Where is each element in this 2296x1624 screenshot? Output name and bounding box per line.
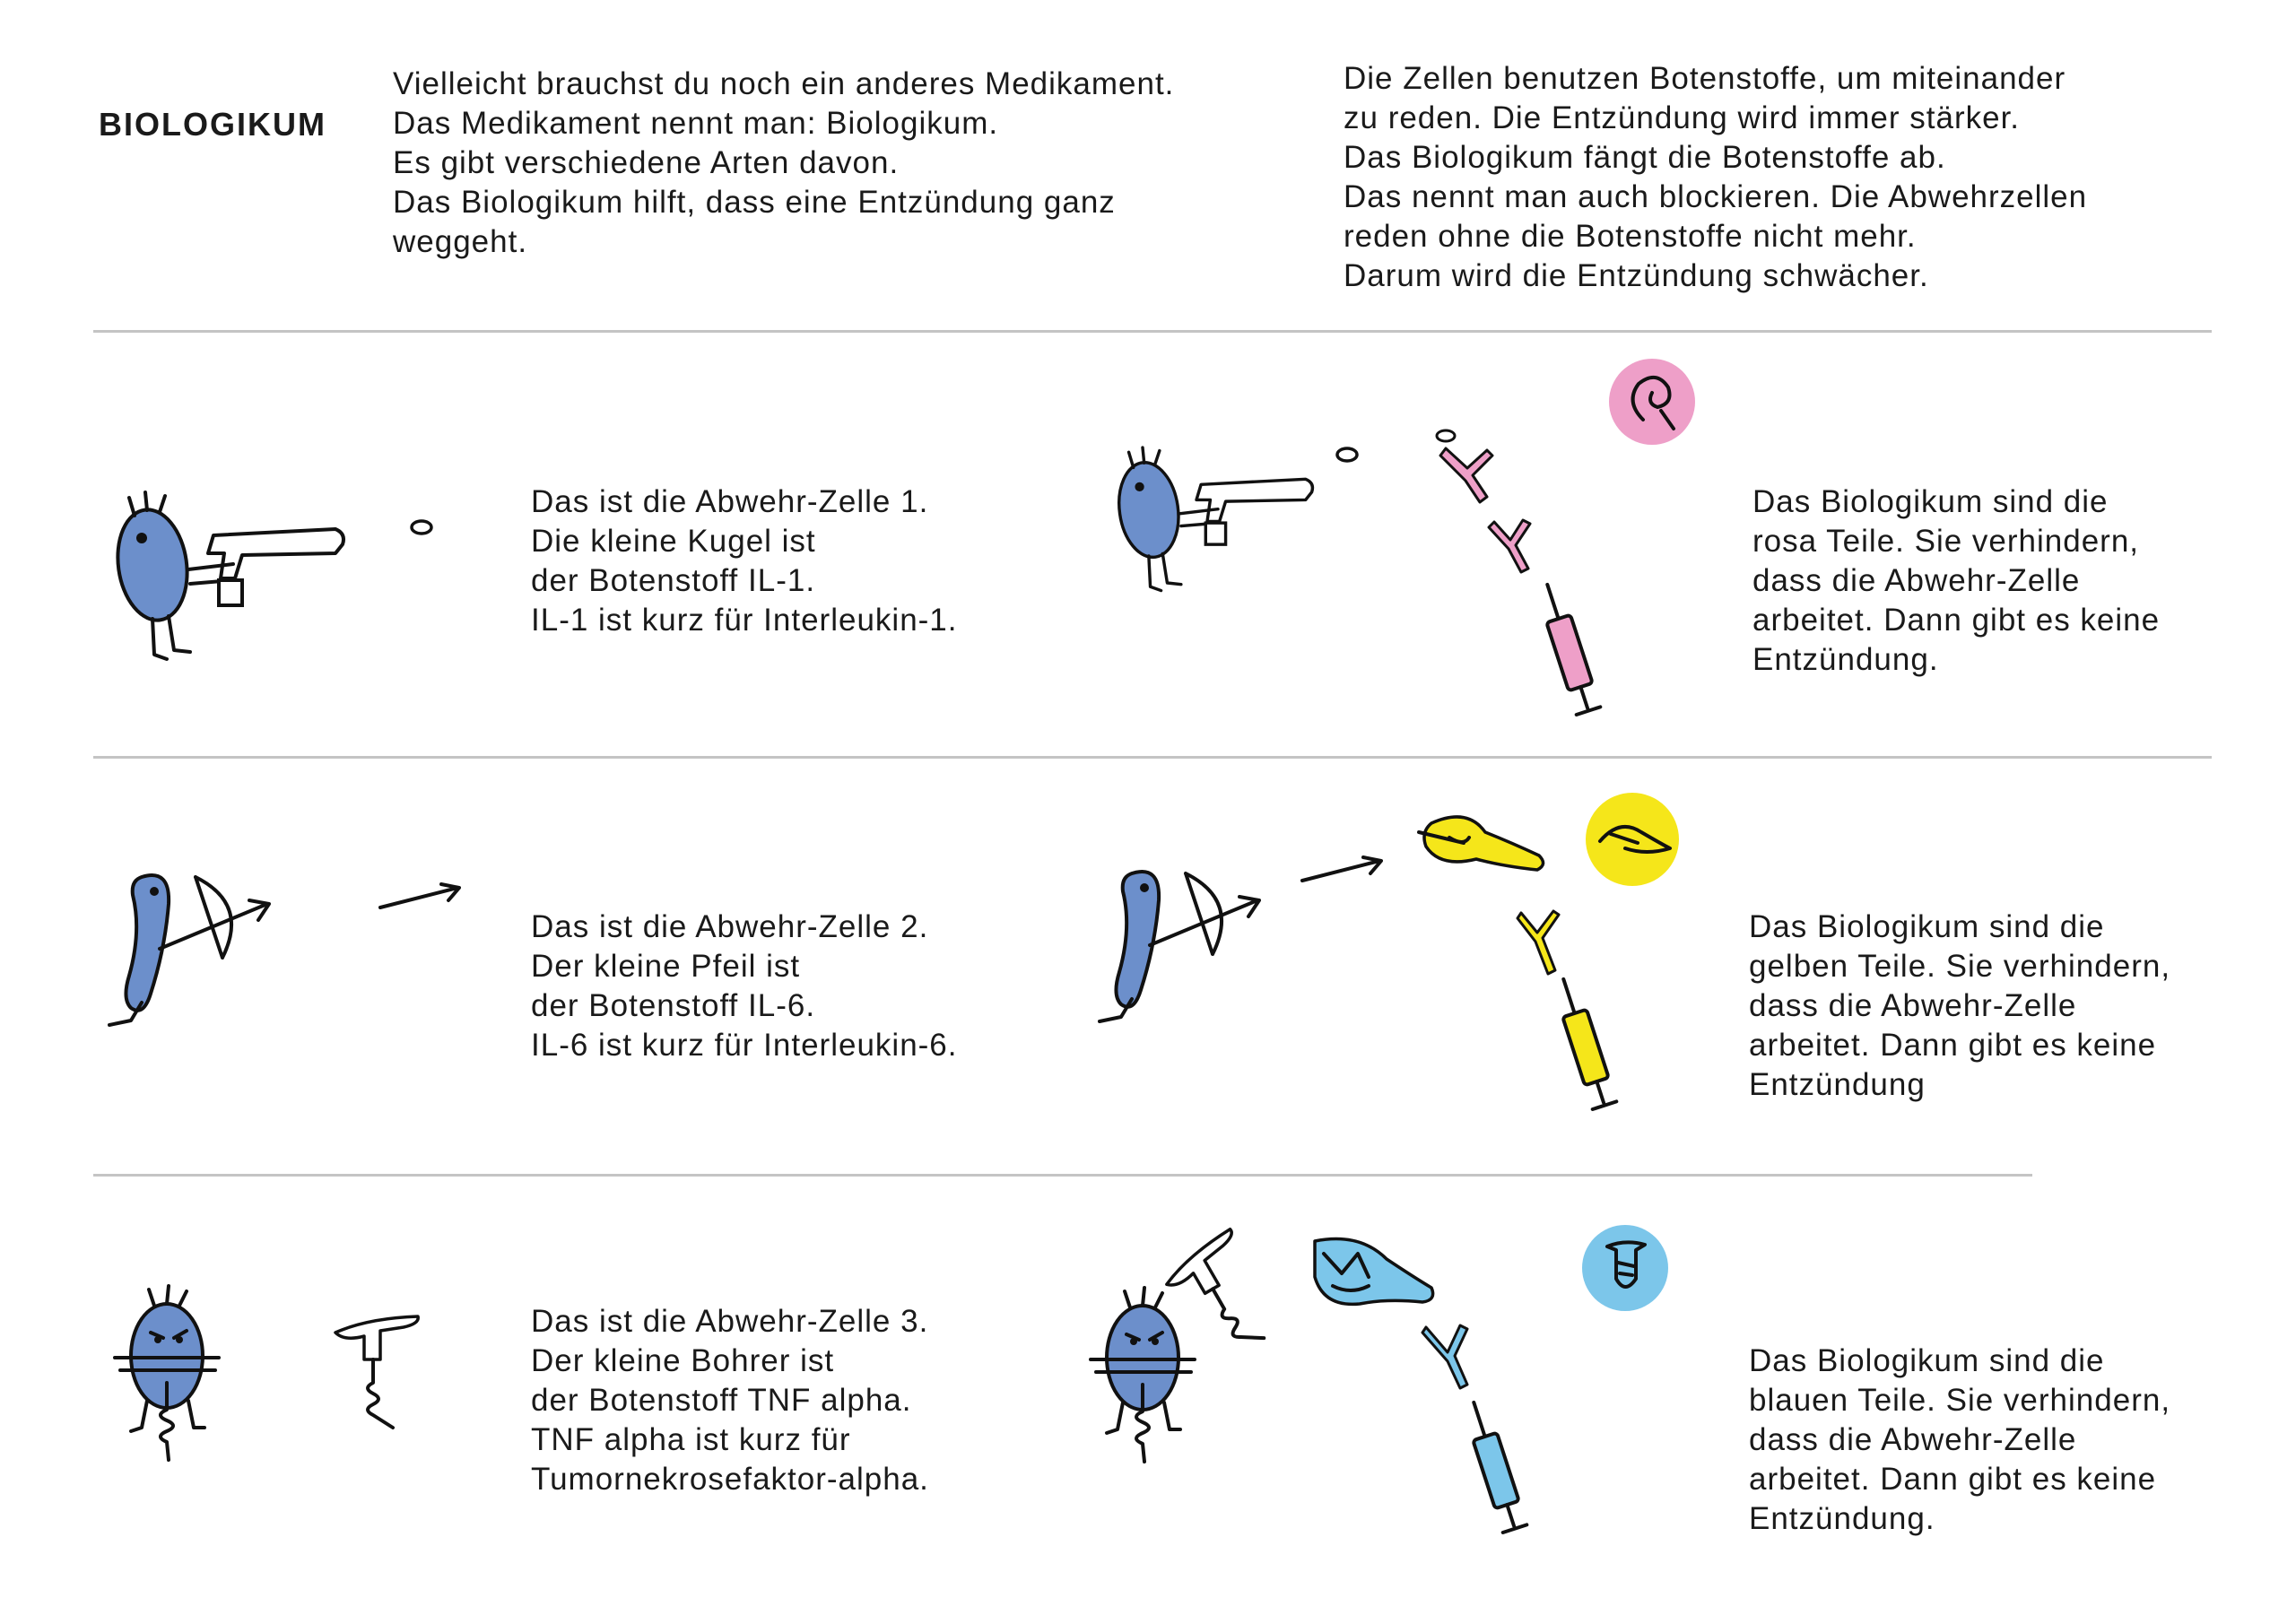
text-line: dass die Abwehr-Zelle	[1749, 988, 2077, 1023]
yellow-syringe-icon	[1541, 976, 1631, 1119]
pink-antibody-icon	[1433, 429, 1514, 509]
pink-blocked-messenger-icon	[1607, 357, 1697, 447]
section-2-biologikum-text	[1749, 908, 2170, 1105]
text-line: reden ohne die Botenstoffe nicht mehr.	[1344, 219, 1917, 254]
cell-with-bow-icon	[106, 868, 285, 1029]
cell-with-corkscrew-icon	[111, 1284, 228, 1463]
text-line: Das Biologikum sind die	[1749, 1343, 2105, 1378]
text-line: gelben Teile. Sie verhindern,	[1749, 949, 2171, 984]
cell-with-pistol-icon	[108, 498, 359, 677]
pink-antibody-icon	[1489, 517, 1543, 576]
page-title: BIOLOGIKUM	[99, 106, 326, 143]
section-1-cell-text	[531, 482, 958, 640]
text-line: Das Medikament nennt man: Biologikum.	[393, 106, 999, 141]
text-line: der Botenstoff IL-1.	[531, 563, 816, 598]
text-line: Tumornekrosefaktor-alpha.	[531, 1462, 929, 1497]
intro-left-paragraph	[393, 65, 1174, 262]
divider	[93, 1174, 2032, 1177]
text-line: arbeitet. Dann gibt es keine	[1749, 1028, 2157, 1063]
text-line: Das Biologikum fängt die Botenstoffe ab.	[1344, 140, 1946, 175]
messenger-corkscrew-icon	[332, 1311, 422, 1437]
section-1-biologikum-text	[1752, 482, 2160, 680]
messenger-corkscrew-icon	[1173, 1236, 1272, 1352]
blue-antibody-icon	[1306, 1232, 1440, 1331]
blue-syringe-icon	[1451, 1399, 1541, 1551]
text-line: IL-1 ist kurz für Interleukin-1.	[531, 603, 958, 638]
text-line: der Botenstoff TNF alpha.	[531, 1383, 912, 1418]
text-line: Das ist die Abwehr-Zelle 3.	[531, 1304, 929, 1339]
text-line: Das Biologikum sind die	[1752, 484, 2109, 519]
text-line: Das ist die Abwehr-Zelle 1.	[531, 484, 929, 519]
text-line: Die kleine Kugel ist	[531, 524, 816, 559]
messenger-ball-icon	[1335, 446, 1361, 465]
messenger-arrow-icon	[377, 881, 466, 916]
section-3-cell-text	[531, 1302, 929, 1499]
text-line: dass die Abwehr-Zelle	[1749, 1422, 2077, 1457]
yellow-blocked-messenger-icon	[1584, 791, 1683, 890]
text-line: zu reden. Die Entzündung wird immer stärker.	[1344, 100, 2021, 135]
text-line: Entzündung	[1749, 1067, 1926, 1102]
text-line: Das ist die Abwehr-Zelle 2.	[531, 909, 929, 944]
blue-blocked-messenger-icon	[1580, 1223, 1670, 1313]
messenger-arrow-icon	[1299, 854, 1388, 890]
text-line: blauen Teile. Sie verhindern,	[1749, 1383, 2171, 1418]
text-line: TNF alpha ist kurz für	[531, 1422, 851, 1457]
text-line: Der kleine Pfeil ist	[531, 949, 801, 984]
text-line: IL-6 ist kurz für Interleukin-6.	[531, 1028, 958, 1063]
text-line: der Botenstoff IL-6.	[531, 988, 816, 1023]
section-3-biologikum-text	[1749, 1342, 2170, 1539]
text-line: arbeitet. Dann gibt es keine	[1749, 1462, 2157, 1497]
text-line: Vielleicht brauchst du noch ein anderes Medikament.	[393, 66, 1175, 101]
text-line: Das Biologikum sind die	[1749, 909, 2105, 944]
text-line: arbeitet. Dann gibt es keine	[1752, 603, 2161, 638]
text-line: dass die Abwehr-Zelle	[1752, 563, 2081, 598]
yellow-antibody-icon	[1518, 908, 1571, 979]
divider	[93, 330, 2212, 333]
cell-with-pistol-icon	[1110, 448, 1326, 610]
text-line: Entzündung.	[1749, 1501, 1935, 1536]
text-line: rosa Teile. Sie verhindern,	[1752, 524, 2140, 559]
text-line: Entzündung.	[1752, 642, 1939, 677]
cell-with-bow-icon	[1096, 864, 1275, 1026]
messenger-ball-icon	[409, 518, 436, 538]
text-line: Es gibt verschiedene Arten davon.	[393, 145, 900, 180]
intro-right-paragraph	[1344, 59, 2087, 296]
yellow-antibody-icon	[1413, 811, 1557, 882]
text-line: Der kleine Bohrer ist	[531, 1343, 835, 1378]
section-2-cell-text	[531, 908, 958, 1065]
text-line: Die Zellen benutzen Botenstoffe, um miteinander	[1344, 61, 2066, 96]
text-line: Das Biologikum hilft, dass eine Entzündung ganz	[393, 185, 1116, 220]
text-line: Darum wird die Entzündung schwächer.	[1344, 258, 1929, 293]
text-line: weggeht.	[393, 224, 528, 259]
divider	[93, 756, 2212, 759]
text-line: Das nennt man auch blockieren. Die Abwehrzellen	[1344, 179, 2088, 214]
blue-antibody-icon	[1422, 1322, 1485, 1394]
pink-syringe-icon	[1525, 581, 1614, 725]
